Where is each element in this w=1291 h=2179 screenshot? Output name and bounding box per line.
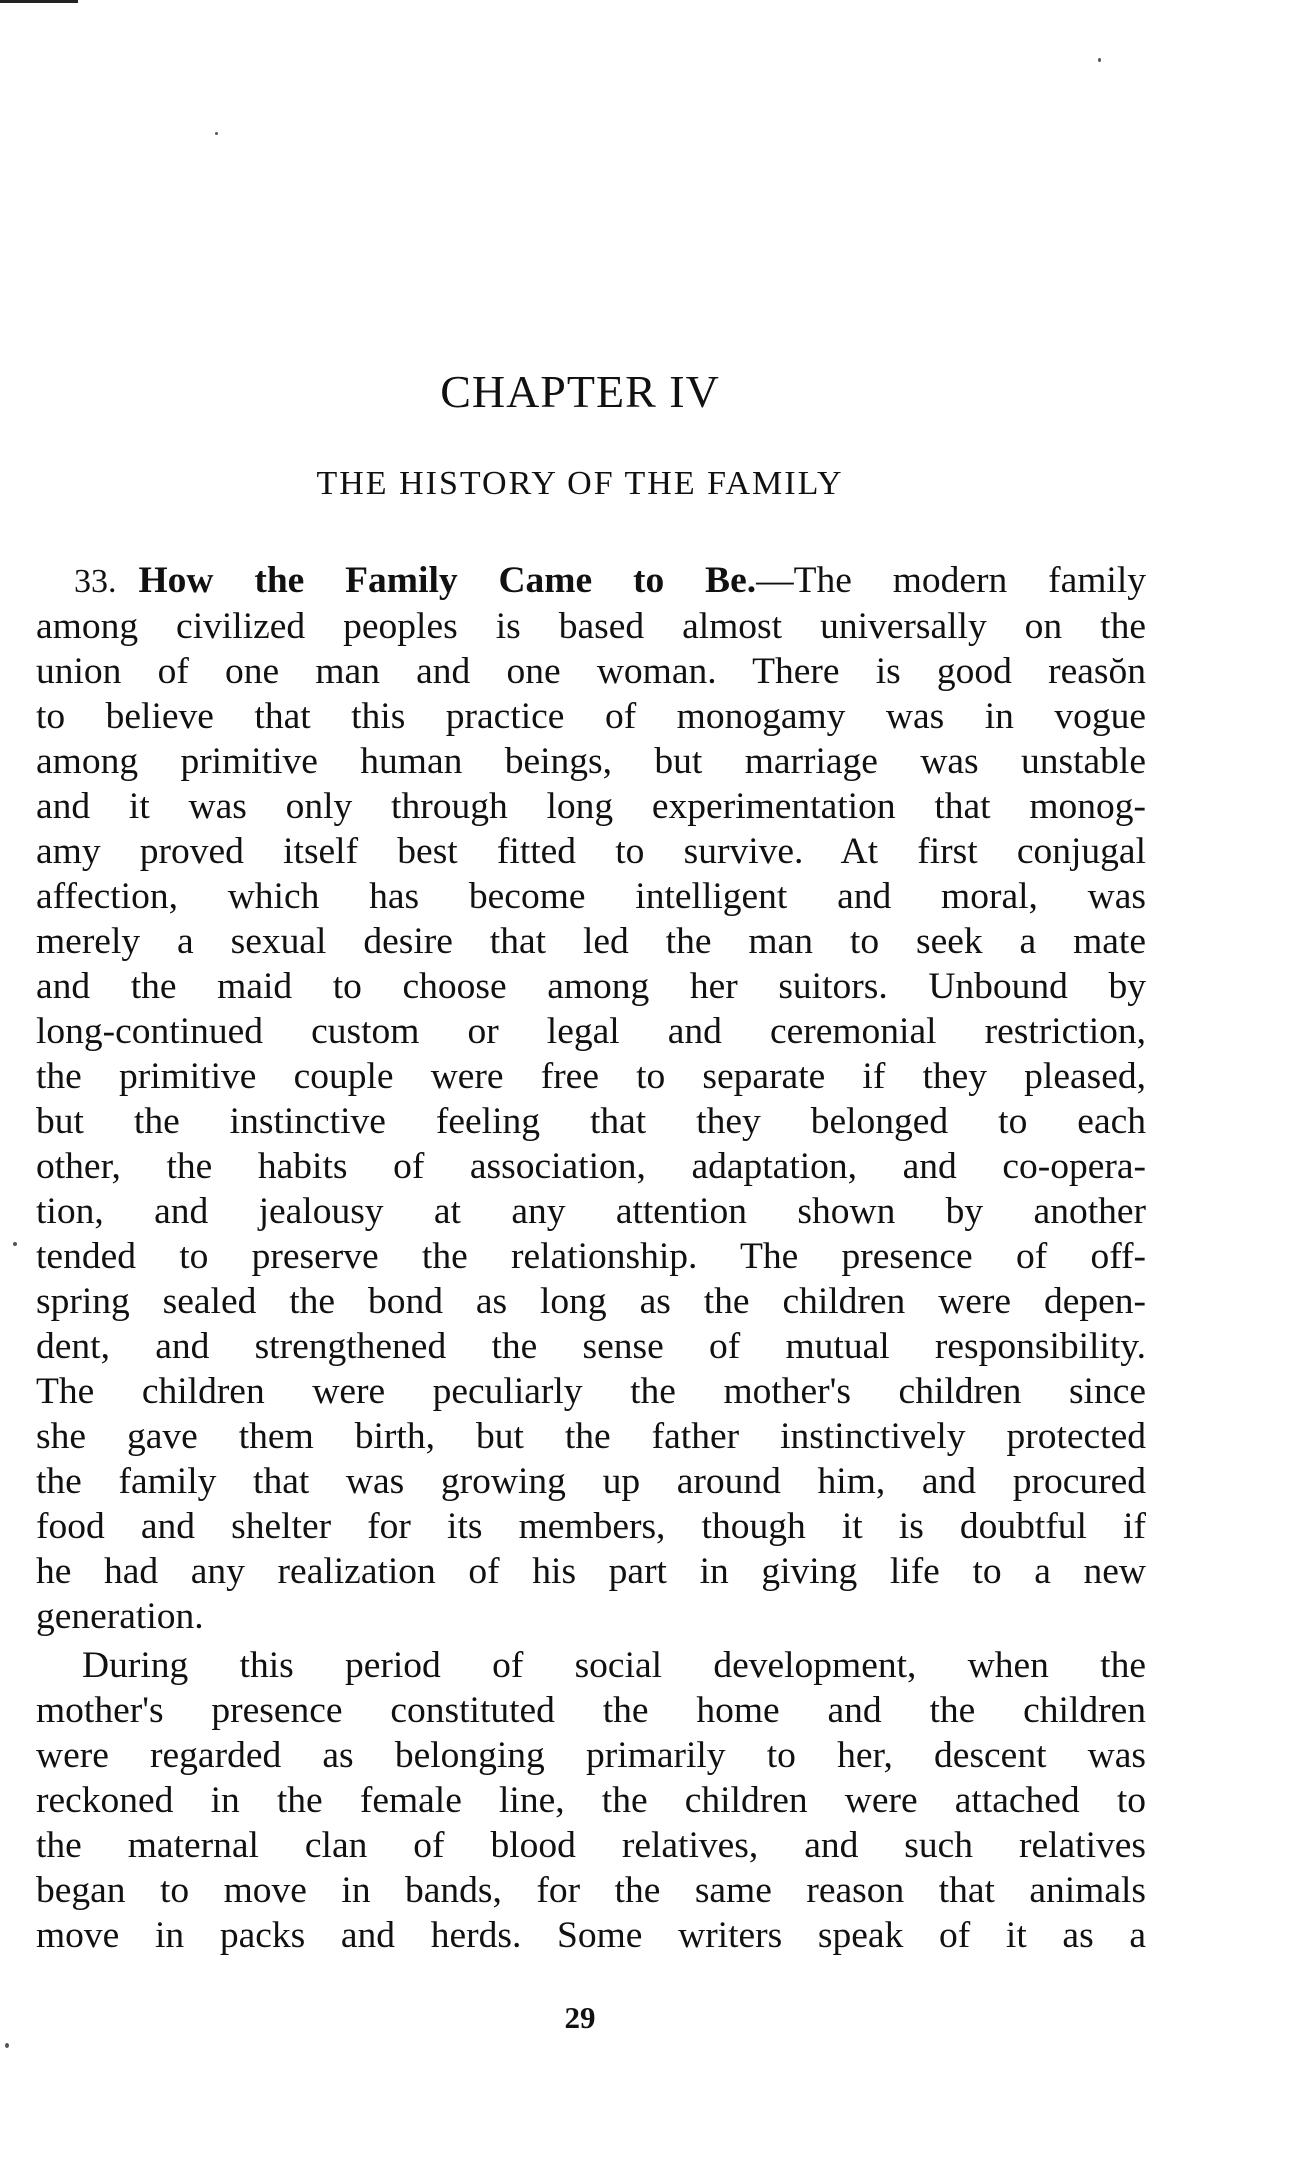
scan-speck bbox=[215, 132, 218, 135]
paragraph-line: mother's presence constituted the home and the children bbox=[36, 1690, 1146, 1731]
paragraph-line: long-continued custom or legal and ceremonial restriction, bbox=[36, 1011, 1146, 1052]
paragraph-line: he had any realization of his part in giving life to a new bbox=[36, 1551, 1146, 1592]
scan-speck bbox=[1098, 58, 1101, 62]
paragraph-line: among primitive human beings, but marriage was unstable bbox=[36, 741, 1146, 782]
paragraph-line: move in packs and herds. Some writers speak of it as a bbox=[36, 1915, 1146, 1956]
paragraph-line: began to move in bands, for the same reason that animals bbox=[36, 1870, 1146, 1911]
page-number: 29 bbox=[564, 2000, 596, 2035]
chapter-number: CHAPTER IV bbox=[440, 366, 720, 417]
paragraph-line: to believe that this practice of monogamy was in vogue bbox=[36, 696, 1146, 737]
paragraph-line: and it was only through long experimentation that monog- bbox=[36, 786, 1146, 827]
paragraph-line: affection, which has become intelligent and moral, was bbox=[36, 876, 1146, 917]
paragraph-line: tion, and jealousy at any attention shown by another bbox=[36, 1191, 1146, 1232]
paragraph-line: The children were peculiarly the mother's children since bbox=[36, 1371, 1146, 1412]
paragraph-line: —The modern family bbox=[756, 560, 1146, 601]
scan-edge-mark bbox=[0, 0, 78, 3]
paragraph-line: among civilized peoples is based almost universally on the bbox=[36, 606, 1146, 647]
paragraph-line: were regarded as belonging primarily to her, descent was bbox=[36, 1735, 1146, 1776]
paragraph-line: other, the habits of association, adaptation, and co-opera- bbox=[36, 1146, 1146, 1187]
chapter-title: THE HISTORY OF THE FAMILY bbox=[316, 465, 844, 502]
chapter-body bbox=[36, 558, 1146, 1958]
section-number: 33. bbox=[74, 563, 117, 600]
paragraph-line: dent, and strengthened the sense of mutual responsibility. bbox=[36, 1326, 1146, 1367]
paragraph-opening-line bbox=[36, 558, 1146, 604]
section-heading: How the Family Came to Be. bbox=[138, 560, 757, 601]
paragraph-line: reckoned in the female line, the children were attached to bbox=[36, 1780, 1146, 1821]
scan-speck bbox=[13, 1242, 17, 1246]
scan-speck bbox=[5, 2043, 9, 2048]
paragraph-line: the maternal clan of blood relatives, and such relatives bbox=[36, 1825, 1146, 1866]
paragraph-line: and the maid to choose among her suitors. Unbound by bbox=[36, 966, 1146, 1007]
paragraph-line: spring sealed the bond as long as the children were depen- bbox=[36, 1281, 1146, 1322]
paragraph-line: the primitive couple were free to separate if they pleased, bbox=[36, 1056, 1146, 1097]
paragraph-line: the family that was growing up around him, and procured bbox=[36, 1461, 1146, 1502]
paragraph-line: amy proved itself best fitted to survive. At first conjugal bbox=[36, 831, 1146, 872]
paragraph-line: union of one man and one woman. There is good reasŏn bbox=[36, 651, 1146, 692]
paragraph-line: food and shelter for its members, though it is doubtful if bbox=[36, 1506, 1146, 1547]
paragraph-line: During this period of social development, when the bbox=[82, 1645, 1146, 1686]
paragraph-line: tended to preserve the relationship. The presence of off- bbox=[36, 1236, 1146, 1277]
paragraph-line: merely a sexual desire that led the man to seek a mate bbox=[36, 921, 1146, 962]
paragraph-line: generation. bbox=[36, 1596, 204, 1637]
paragraph-line: she gave them birth, but the father instinctively protected bbox=[36, 1416, 1146, 1457]
paragraph-line: but the instinctive feeling that they belonged to each bbox=[36, 1101, 1146, 1142]
